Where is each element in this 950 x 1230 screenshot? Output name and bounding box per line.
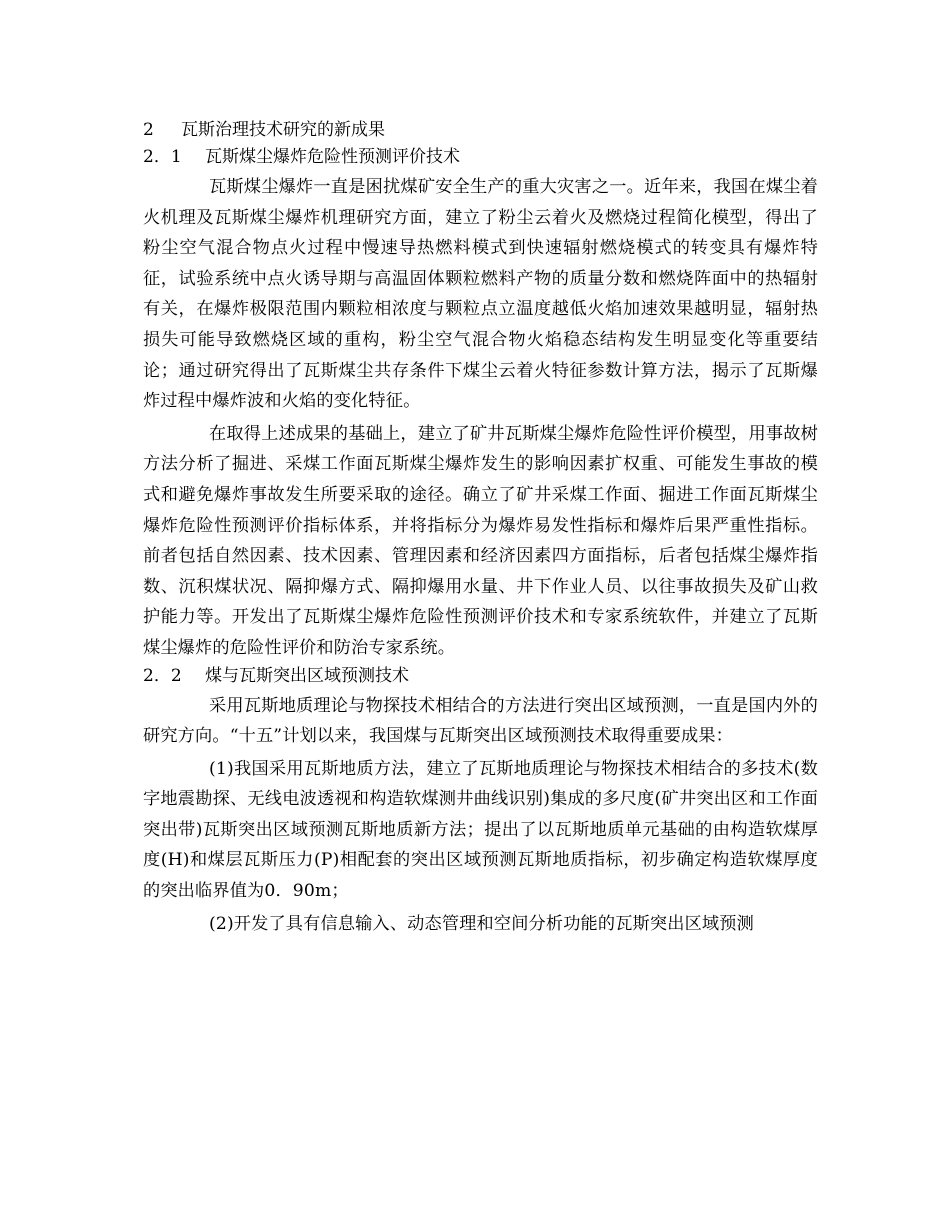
paragraph: 在取得上述成果的基础上，建立了矿井瓦斯煤尘爆炸危险性评价模型，用事故树方法分析了掘进、采煤工作面瓦斯煤尘爆炸发生的影响因素扩权重、可能发生事故的模式和避免爆炸事故发生所要采取的途径。确立了矿井采煤工作面、掘进工作面瓦斯煤尘爆炸危险性预测评价指标体系，并将指标分为爆炸易发性指标和爆炸后果严重性指标。前者包括自然因素、技术因素、管理因素和经济因素四方面指标，后者包括煤尘爆炸指数、沉积煤状况、隔抑爆方式、隔抑爆用水量、井下作业人员、以往事故损失及矿山救护能力等。开发出了瓦斯煤尘爆炸危险性预测评价技术和专家系统软件，并建立了瓦斯煤尘爆炸的危险性评价和防治专家系统。	[143, 423, 818, 658]
section-heading-2	[143, 118, 818, 143]
section-number: 2．2	[143, 665, 182, 686]
section-number: 2．1	[143, 147, 182, 167]
section-heading-2-1	[143, 145, 818, 170]
section-title: 瓦斯治理技术研究的新成果	[181, 120, 385, 140]
section-title: 煤与瓦斯突出区域预测技术	[205, 665, 409, 686]
section-title: 瓦斯煤尘爆炸危险性预测评价技术	[205, 147, 460, 167]
section-heading-2-2	[143, 664, 818, 689]
list-item-paragraph: (2)开发了具有信息输入、动态管理和空间分析功能的瓦斯突出区域预测	[209, 913, 754, 934]
paragraph: 瓦斯煤尘爆炸一直是困扰煤矿安全生产的重大灾害之一。近年来，我国在煤尘着火机理及瓦斯煤尘爆炸机理研究方面，建立了粉尘云着火及燃烧过程简化模型，得出了粉尘空气混合物点火过程中慢速导热燃料模式到快速辐射燃烧模式的转变具有爆炸特征，试验系统中点火诱导期与高温固体颗粒燃料产物的质量分数和燃烧阵面中的热辐射有关，在爆炸极限范围内颗粒相浓度与颗粒点立温度越低火焰加速效果越明显，辐射热损失可能导致燃烧区域的重构，粉尘空气混合物火焰稳态结构发生明显变化等重要结论；通过研究得出了瓦斯煤尘共存条件下煤尘云着火特征参数计算方法，揭示了瓦斯爆炸过程中爆炸波和火焰的变化特征。	[143, 177, 818, 412]
section-number: 2	[143, 120, 154, 140]
document-body	[143, 118, 818, 939]
list-item-paragraph: (1)我国采用瓦斯地质方法，建立了瓦斯地质理论与物探技术相结合的多技术(数字地震勘探、无线电波透视和构造软煤测井曲线识别)集成的多尺度(矿井突出区和工作面突出带)瓦斯突出区域预测瓦斯地质新方法；提出了以瓦斯地质单元基础的由构造软煤厚度(H)和煤层瓦斯压力(P)相配套的突出区域预测瓦斯地质指标，初步确定构造软煤厚度的突出临界值为0．90m；	[143, 758, 818, 902]
paragraph: 采用瓦斯地质理论与物探技术相结合的方法进行突出区域预测，一直是国内外的研究方向。“十五”计划以来，我国煤与瓦斯突出区域预测技术取得重要成果：	[143, 695, 818, 747]
